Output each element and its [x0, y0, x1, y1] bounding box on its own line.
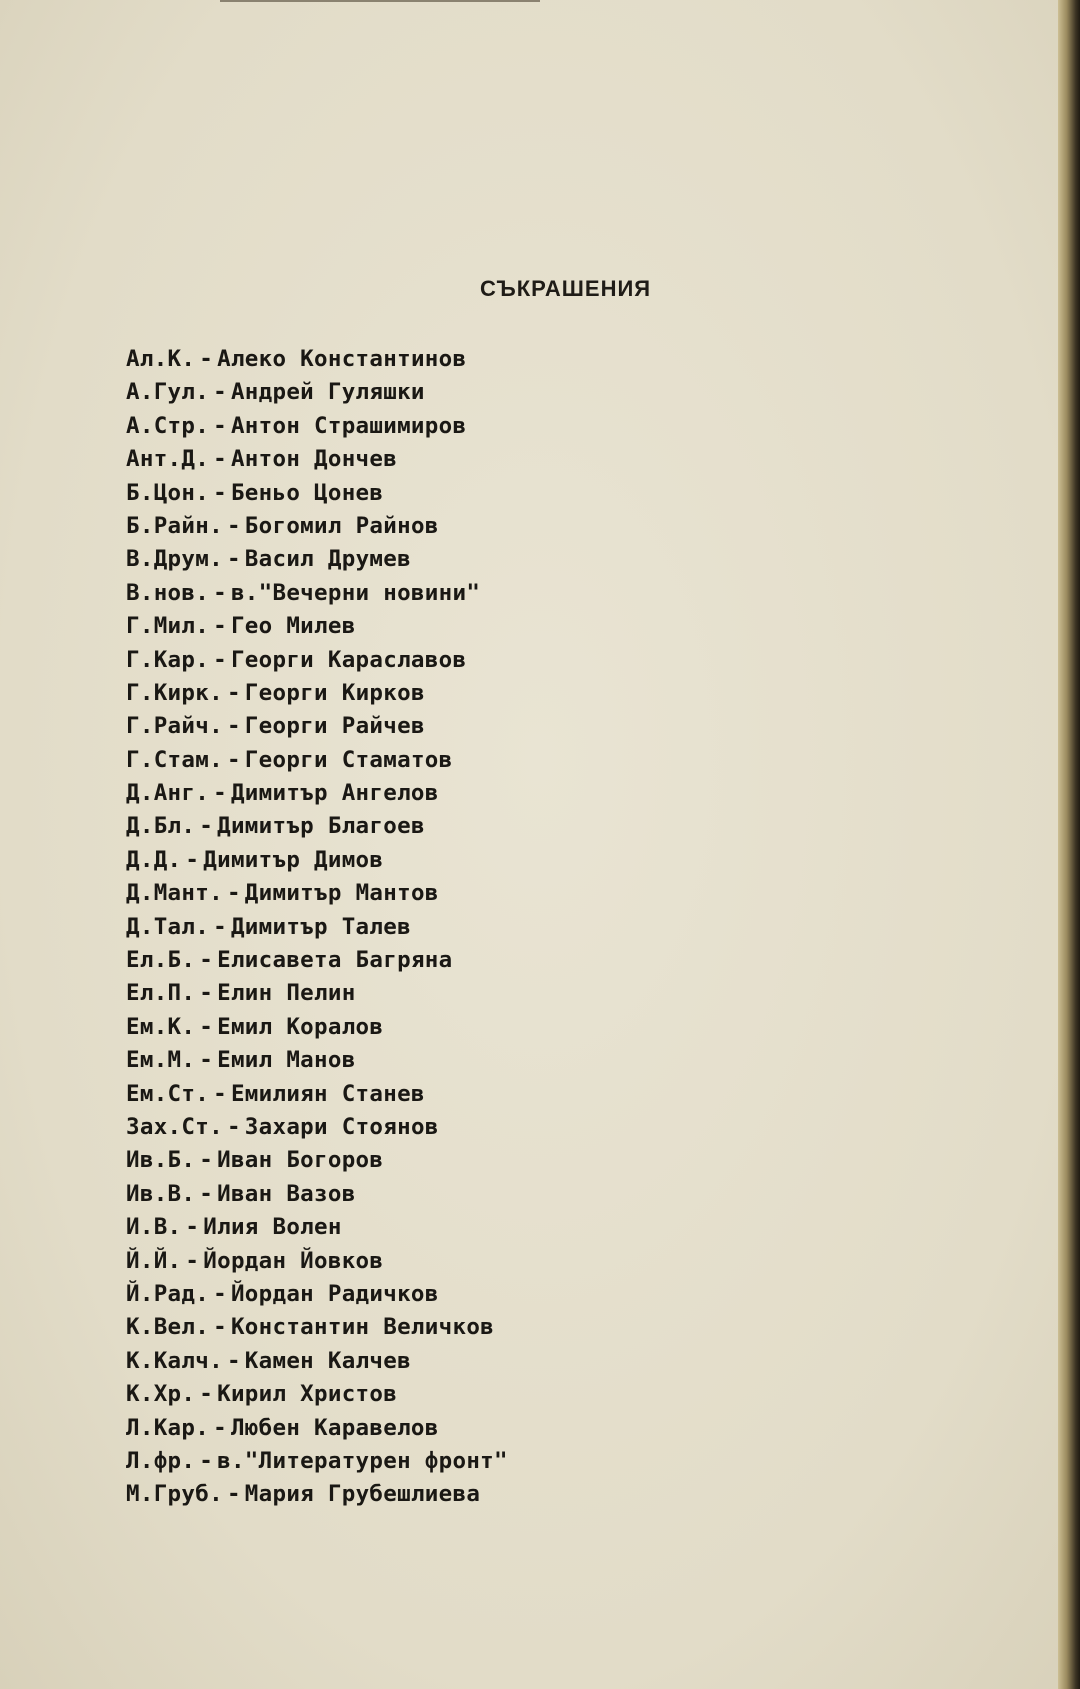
abbreviation-entry: [126, 944, 508, 977]
abbreviation: В.нов.: [126, 579, 210, 606]
full-name: в."Литературен фронт": [217, 1447, 508, 1474]
abbreviation: Г.Райч.: [126, 713, 223, 740]
full-name: Илия Волен: [203, 1214, 342, 1241]
dash-separator: -: [226, 1347, 241, 1374]
abbreviations-list: [126, 343, 508, 1512]
dash-separator: -: [213, 379, 227, 406]
abbreviation-entry: [126, 810, 508, 843]
abbreviation: К.Хр.: [126, 1381, 196, 1408]
abbreviation-entry: [126, 844, 508, 877]
full-name: Иван Богоров: [217, 1147, 384, 1174]
dash-separator: -: [226, 1113, 241, 1140]
full-name: Антон Страшимиров: [230, 412, 467, 439]
abbreviation-entry: [126, 777, 508, 810]
full-name: Димитър Ангелов: [230, 780, 439, 807]
abbreviation: Ем.К.: [126, 1013, 196, 1040]
dash-separator: -: [199, 1447, 214, 1474]
abbreviation: Д.Д.: [126, 846, 182, 873]
abbreviation: В.Друм.: [126, 546, 223, 573]
dash-separator: -: [213, 479, 227, 506]
abbreviation-entry: [126, 1345, 508, 1378]
abbreviation-entry: [126, 443, 508, 476]
full-name: Беньо Цонев: [230, 479, 384, 506]
page-title: СЪКРАШЕНИЯ: [480, 276, 652, 301]
dash-separator: -: [226, 1481, 241, 1508]
full-name: Иван Вазов: [217, 1180, 356, 1207]
full-name: Георги Стаматов: [244, 746, 453, 773]
abbreviation-entry: [126, 610, 508, 643]
dash-separator: -: [199, 1147, 214, 1174]
abbreviation: Ив.В.: [126, 1180, 196, 1207]
abbreviation-entry: [126, 677, 508, 710]
full-name: Гео Милев: [230, 613, 356, 640]
abbreviation-entry: [126, 1412, 508, 1445]
dash-separator: -: [226, 746, 241, 773]
dash-separator: -: [199, 813, 214, 840]
abbreviation: Й.Рад.: [126, 1280, 210, 1307]
full-name: Йордан Радичков: [230, 1280, 439, 1307]
dash-separator: -: [199, 1047, 214, 1074]
dash-separator: -: [185, 1214, 200, 1241]
abbreviation: А.Гул.: [126, 379, 210, 406]
abbreviation: Ив.Б.: [126, 1147, 196, 1174]
abbreviation-entry: [126, 376, 508, 409]
full-name: в."Вечерни новини": [230, 579, 481, 606]
full-name: Захари Стоянов: [244, 1113, 439, 1140]
dash-separator: -: [226, 880, 241, 907]
abbreviation-entry: [126, 1178, 508, 1211]
abbreviation-entry: [126, 644, 508, 677]
full-name: Кирил Христов: [217, 1381, 398, 1408]
full-name: Димитър Благоев: [217, 813, 425, 840]
full-name: Андрей Гуляшки: [230, 379, 425, 406]
abbreviation: Ант.Д.: [126, 446, 210, 473]
dash-separator: -: [213, 780, 227, 807]
dash-separator: -: [213, 1280, 227, 1307]
dash-separator: -: [226, 679, 241, 706]
abbreviation: Ел.Б.: [126, 947, 196, 974]
abbreviation-entry: [126, 1445, 508, 1478]
abbreviation-entry: [126, 510, 508, 543]
abbreviation: Г.Стам.: [126, 746, 223, 773]
abbreviation-entry: [126, 877, 508, 910]
abbreviation: М.Груб.: [126, 1481, 223, 1508]
abbreviation: Д.Тал.: [126, 913, 210, 940]
full-name: Любен Каравелов: [230, 1414, 439, 1441]
abbreviation: Ал.К.: [126, 346, 196, 372]
abbreviation: Л.Кар.: [126, 1414, 210, 1441]
abbreviation-entry: [126, 1011, 508, 1044]
abbreviation: К.Вел.: [126, 1314, 210, 1341]
abbreviation-entry: [126, 1278, 508, 1311]
dash-separator: -: [226, 713, 241, 740]
full-name: Георги Кирков: [244, 679, 425, 706]
abbreviation-entry: [126, 1378, 508, 1411]
book-binding-edge: [1058, 0, 1080, 1689]
full-name: Емилиян Станев: [230, 1080, 425, 1107]
dash-separator: -: [226, 546, 241, 573]
abbreviation-entry: [126, 410, 508, 443]
dash-separator: -: [199, 346, 214, 372]
dash-separator: -: [213, 613, 227, 640]
dash-separator: -: [199, 1381, 214, 1408]
abbreviation: Г.Кар.: [126, 646, 210, 673]
abbreviation: Д.Анг.: [126, 780, 210, 807]
full-name: Елин Пелин: [217, 980, 356, 1007]
abbreviation-entry: [126, 1245, 508, 1278]
dash-separator: -: [213, 446, 227, 473]
abbreviation-entry: [126, 977, 508, 1010]
dash-separator: -: [199, 947, 214, 974]
dash-separator: -: [213, 1080, 227, 1107]
abbreviation: Ем.Ст.: [126, 1080, 210, 1107]
dash-separator: -: [226, 512, 241, 539]
dash-separator: -: [199, 1013, 214, 1040]
dash-separator: -: [199, 980, 214, 1007]
abbreviation: К.Калч.: [126, 1347, 223, 1374]
abbreviation-entry: [126, 477, 508, 510]
full-name: Алеко Константинов: [217, 346, 467, 372]
full-name: Васил Друмев: [244, 546, 411, 573]
abbreviation: Л.фр.: [126, 1447, 196, 1474]
full-name: Димитър Талев: [230, 913, 411, 940]
full-name: Димитър Димов: [203, 846, 384, 873]
abbreviation-entry: [126, 744, 508, 777]
abbreviation-entry: [126, 1111, 508, 1144]
full-name: Елисавета Багряна: [217, 947, 453, 974]
abbreviation-entry: [126, 1044, 508, 1077]
dash-separator: -: [213, 913, 227, 940]
dash-separator: -: [199, 1180, 214, 1207]
abbreviation-entry: [126, 1311, 508, 1344]
full-name: Антон Дончев: [230, 446, 398, 473]
full-name: Мария Грубешлиева: [244, 1481, 481, 1508]
abbreviation-entry: [126, 710, 508, 743]
abbreviation-entry: [126, 577, 508, 610]
full-name: Константин Величков: [230, 1314, 495, 1341]
dash-separator: -: [185, 1247, 200, 1274]
abbreviation-entry: [126, 911, 508, 944]
full-name: Камен Калчев: [244, 1347, 411, 1374]
abbreviation-entry: [126, 1078, 508, 1111]
full-name: Богомил Райнов: [244, 512, 439, 539]
abbreviation: Б.Райн.: [126, 512, 223, 539]
abbreviation-entry: [126, 343, 508, 376]
dash-separator: -: [185, 846, 200, 873]
top-edge-marks: [220, 0, 540, 6]
abbreviation-entry: [126, 1478, 508, 1511]
abbreviation: Й.Й.: [126, 1247, 182, 1274]
dash-separator: -: [213, 646, 227, 673]
abbreviation: Ем.М.: [126, 1047, 196, 1074]
full-name: Георги Караславов: [230, 646, 467, 673]
abbreviation: Г.Кирк.: [126, 679, 223, 706]
abbreviation: Зах.Ст.: [126, 1113, 223, 1140]
abbreviation: И.В.: [126, 1214, 182, 1241]
dash-separator: -: [213, 579, 227, 606]
dash-separator: -: [213, 412, 227, 439]
full-name: Йордан Йовков: [203, 1247, 384, 1274]
abbreviation: Д.Мант.: [126, 880, 223, 907]
abbreviation-entry: [126, 1211, 508, 1244]
full-name: Георги Райчев: [244, 713, 425, 740]
full-name: Емил Коралов: [217, 1013, 384, 1040]
full-name: Димитър Мантов: [244, 880, 439, 907]
abbreviation: Б.Цон.: [126, 479, 210, 506]
abbreviation: А.Стр.: [126, 412, 210, 439]
dash-separator: -: [213, 1414, 227, 1441]
abbreviation: Д.Бл.: [126, 813, 196, 840]
abbreviation-entry: [126, 543, 508, 576]
dash-separator: -: [213, 1314, 227, 1341]
full-name: Емил Манов: [217, 1047, 356, 1074]
abbreviation: Г.Мил.: [126, 613, 210, 640]
abbreviation: Ел.П.: [126, 980, 196, 1007]
abbreviation-entry: [126, 1144, 508, 1177]
